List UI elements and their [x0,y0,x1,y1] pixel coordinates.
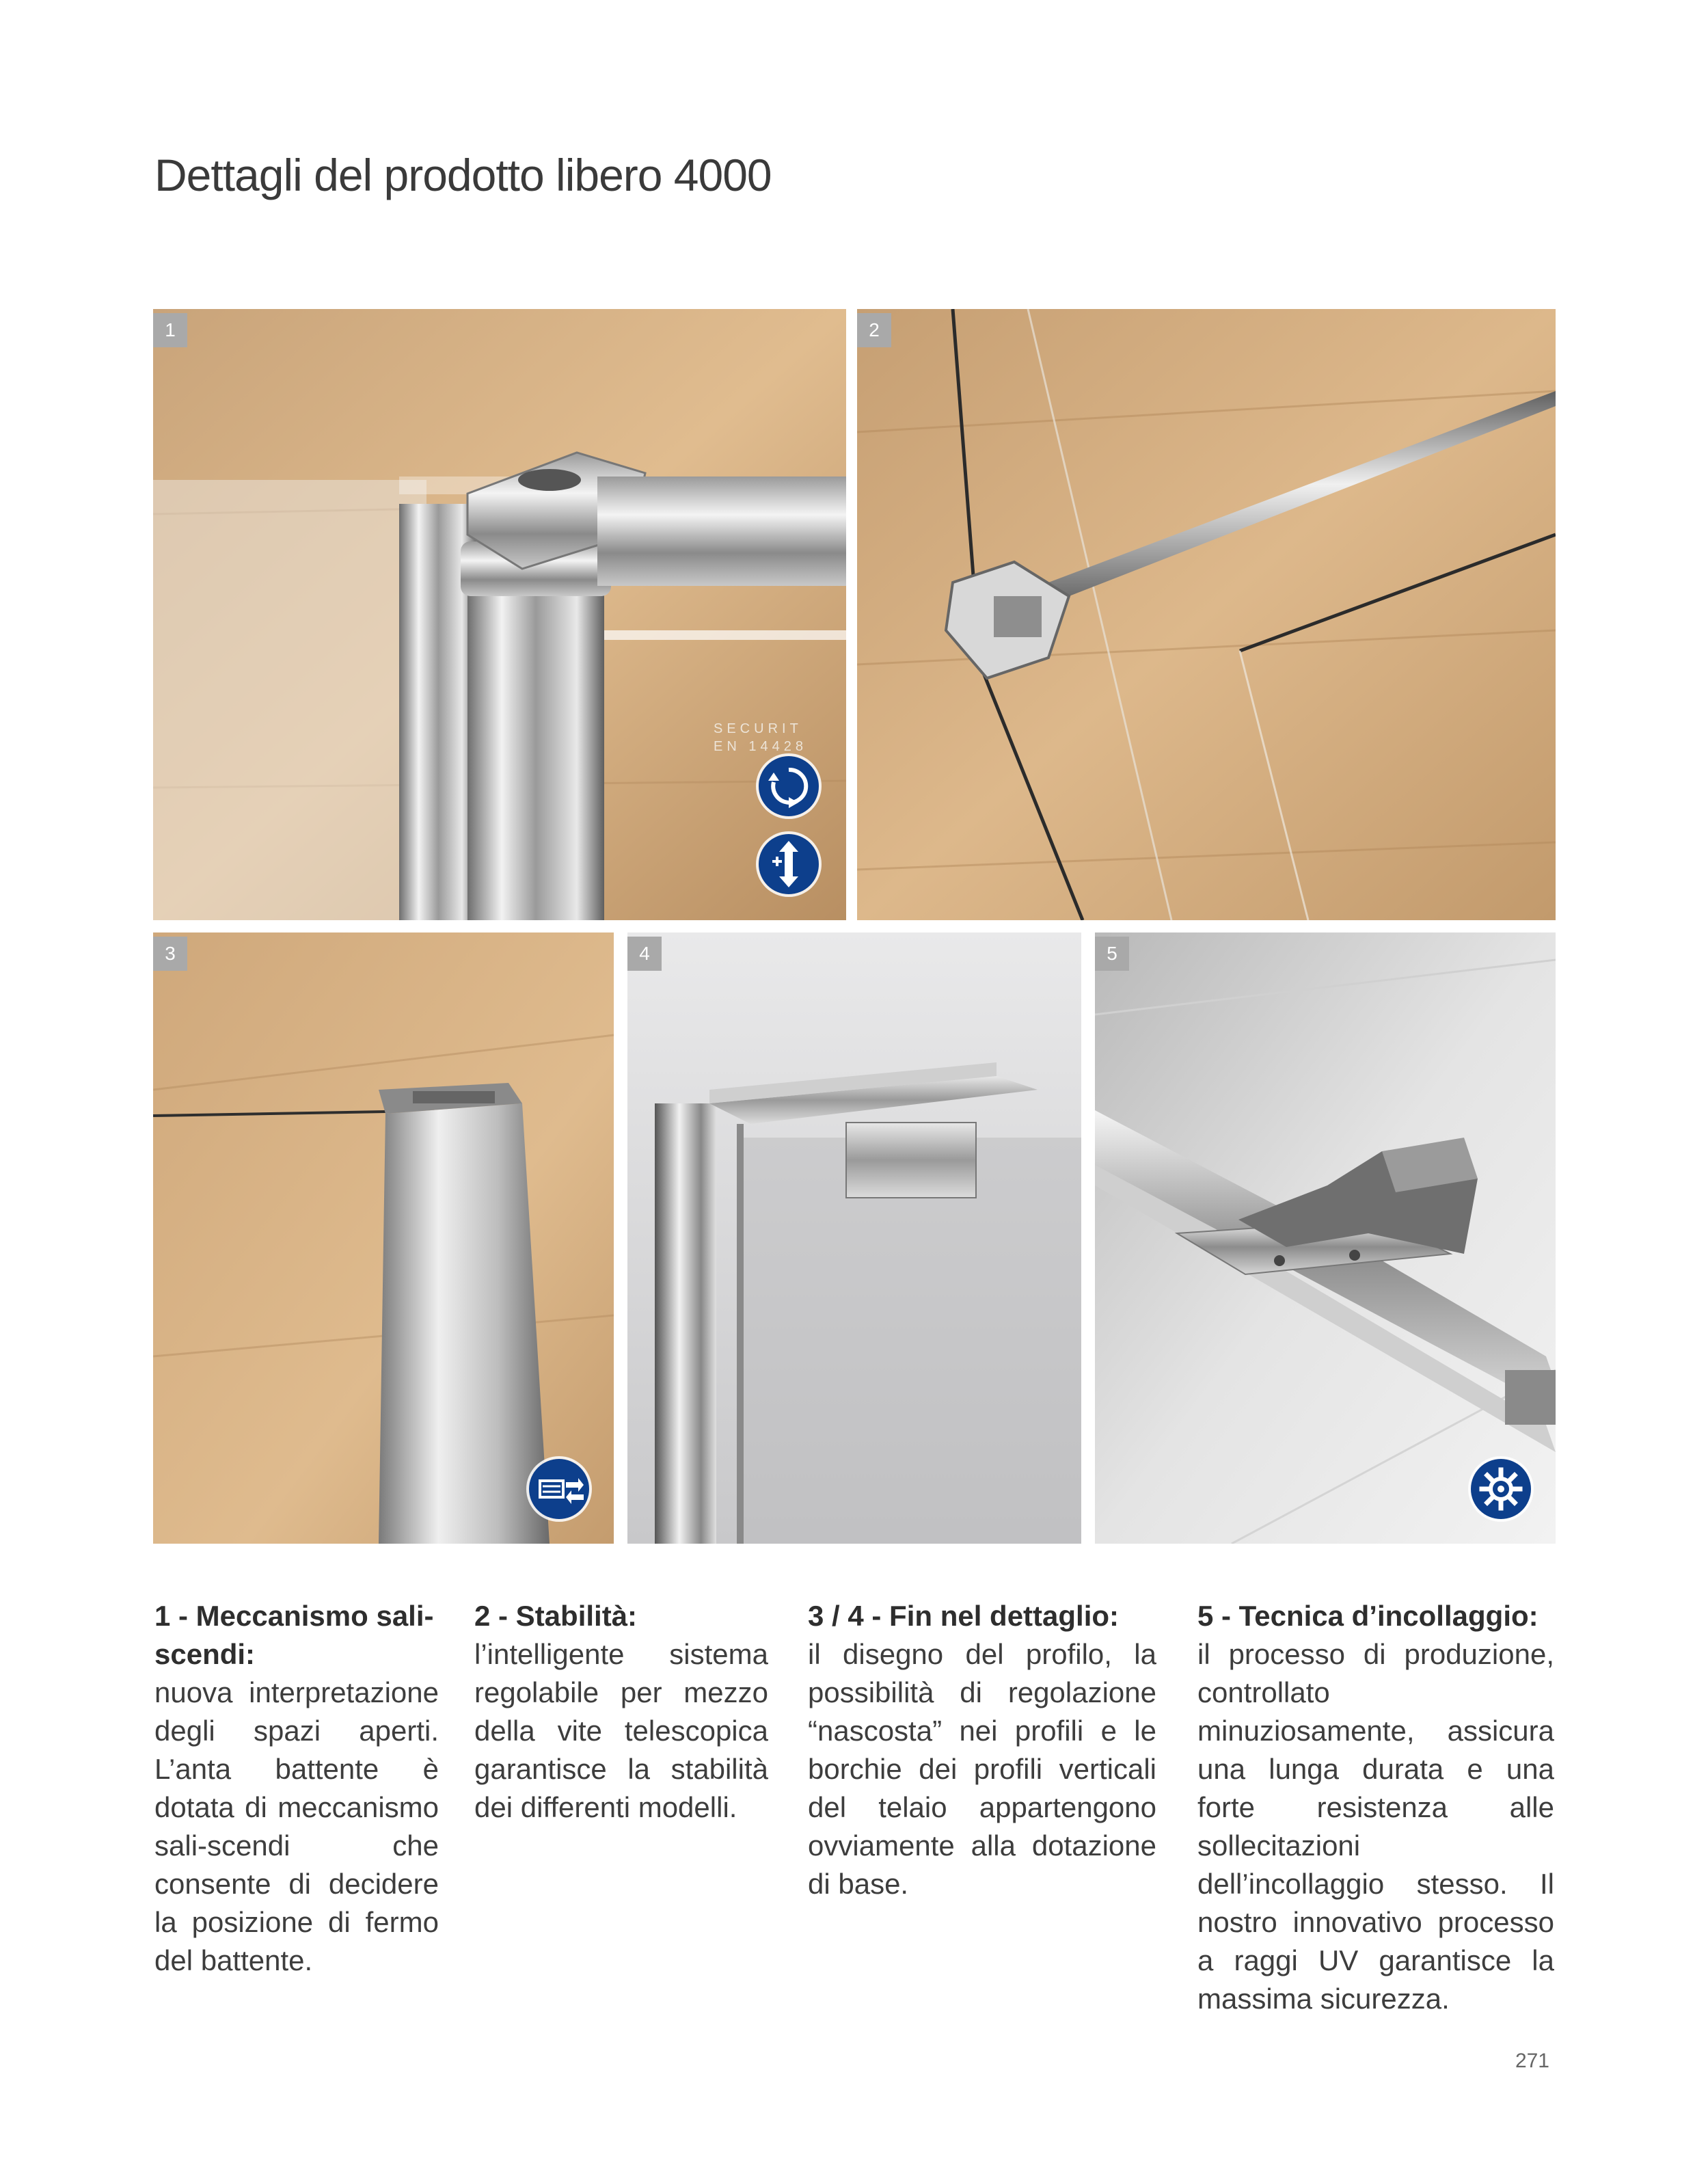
photo-number-tag: 4 [627,937,662,971]
column-heading: 5 - Tecnica d’incollaggio: [1197,1600,1538,1632]
photo-1-hinge-mechanism [153,309,846,920]
photo-number-tag: 2 [857,313,891,347]
page-number: 271 [1515,2050,1549,2072]
column-body: il processo di produzione, controllato minuziosamente, assicura una lunga durata e una forte resistenza alle sollecitazioni dell’incollaggio stesso. Il nostro innovativo processo a raggi UV garantisce la massima sicurezza. [1197,1638,1554,2015]
bonding-illustration [1095,932,1556,1544]
svg-text:EN 14428: EN 14428 [714,739,807,754]
photo-5-bonding [1095,932,1556,1544]
photo-2-stabilizer-bar [857,309,1556,920]
column-bonding [1197,1597,1554,2018]
stabilizer-illustration [857,309,1556,920]
photo-number-tag: 1 [153,313,187,347]
column-heading: 2 - Stabilità: [474,1600,638,1632]
photo-3-profile [153,932,614,1544]
column-detail [808,1597,1156,1903]
frame-corner-illustration [627,932,1081,1544]
column-heading: 3 / 4 - Fin nel dettaglio: [808,1600,1120,1632]
photo-4-frame-corner [627,932,1081,1544]
column-body: nuova interpretazione degli spazi aperti. L’anta battente è dotata di meccanismo sali-scendi che consente di decidere la posizione di fermo del battente. [154,1676,439,1976]
column-heading: 1 - Meccanismo sali-scendi: [154,1600,434,1670]
profile-illustration [153,932,614,1544]
profile-adjust-icon [529,1459,589,1519]
column-mechanism [154,1597,439,1980]
svg-text:SECURIT: SECURIT [714,721,802,736]
column-stability [474,1597,768,1827]
rotate-arrows-icon [759,756,819,816]
height-adjust-icon [759,834,819,894]
photo-number-tag: 3 [153,937,187,971]
column-body: il disegno del profilo, la possibilità di regolazione “nascosta” nei profili e le borchie dei profili verticali del telaio appartengono ovviamente alla dotazione di base. [808,1638,1156,1900]
photo-number-tag: 5 [1095,937,1129,971]
page-title: Dettagli del prodotto libero 4000 [154,150,772,200]
hinge-illustration [153,309,846,920]
gear-icon [1471,1459,1531,1519]
column-body: l’intelligente sistema regolabile per mezzo della vite telescopica garantisce la stabilità dei differenti modelli. [474,1638,768,1823]
